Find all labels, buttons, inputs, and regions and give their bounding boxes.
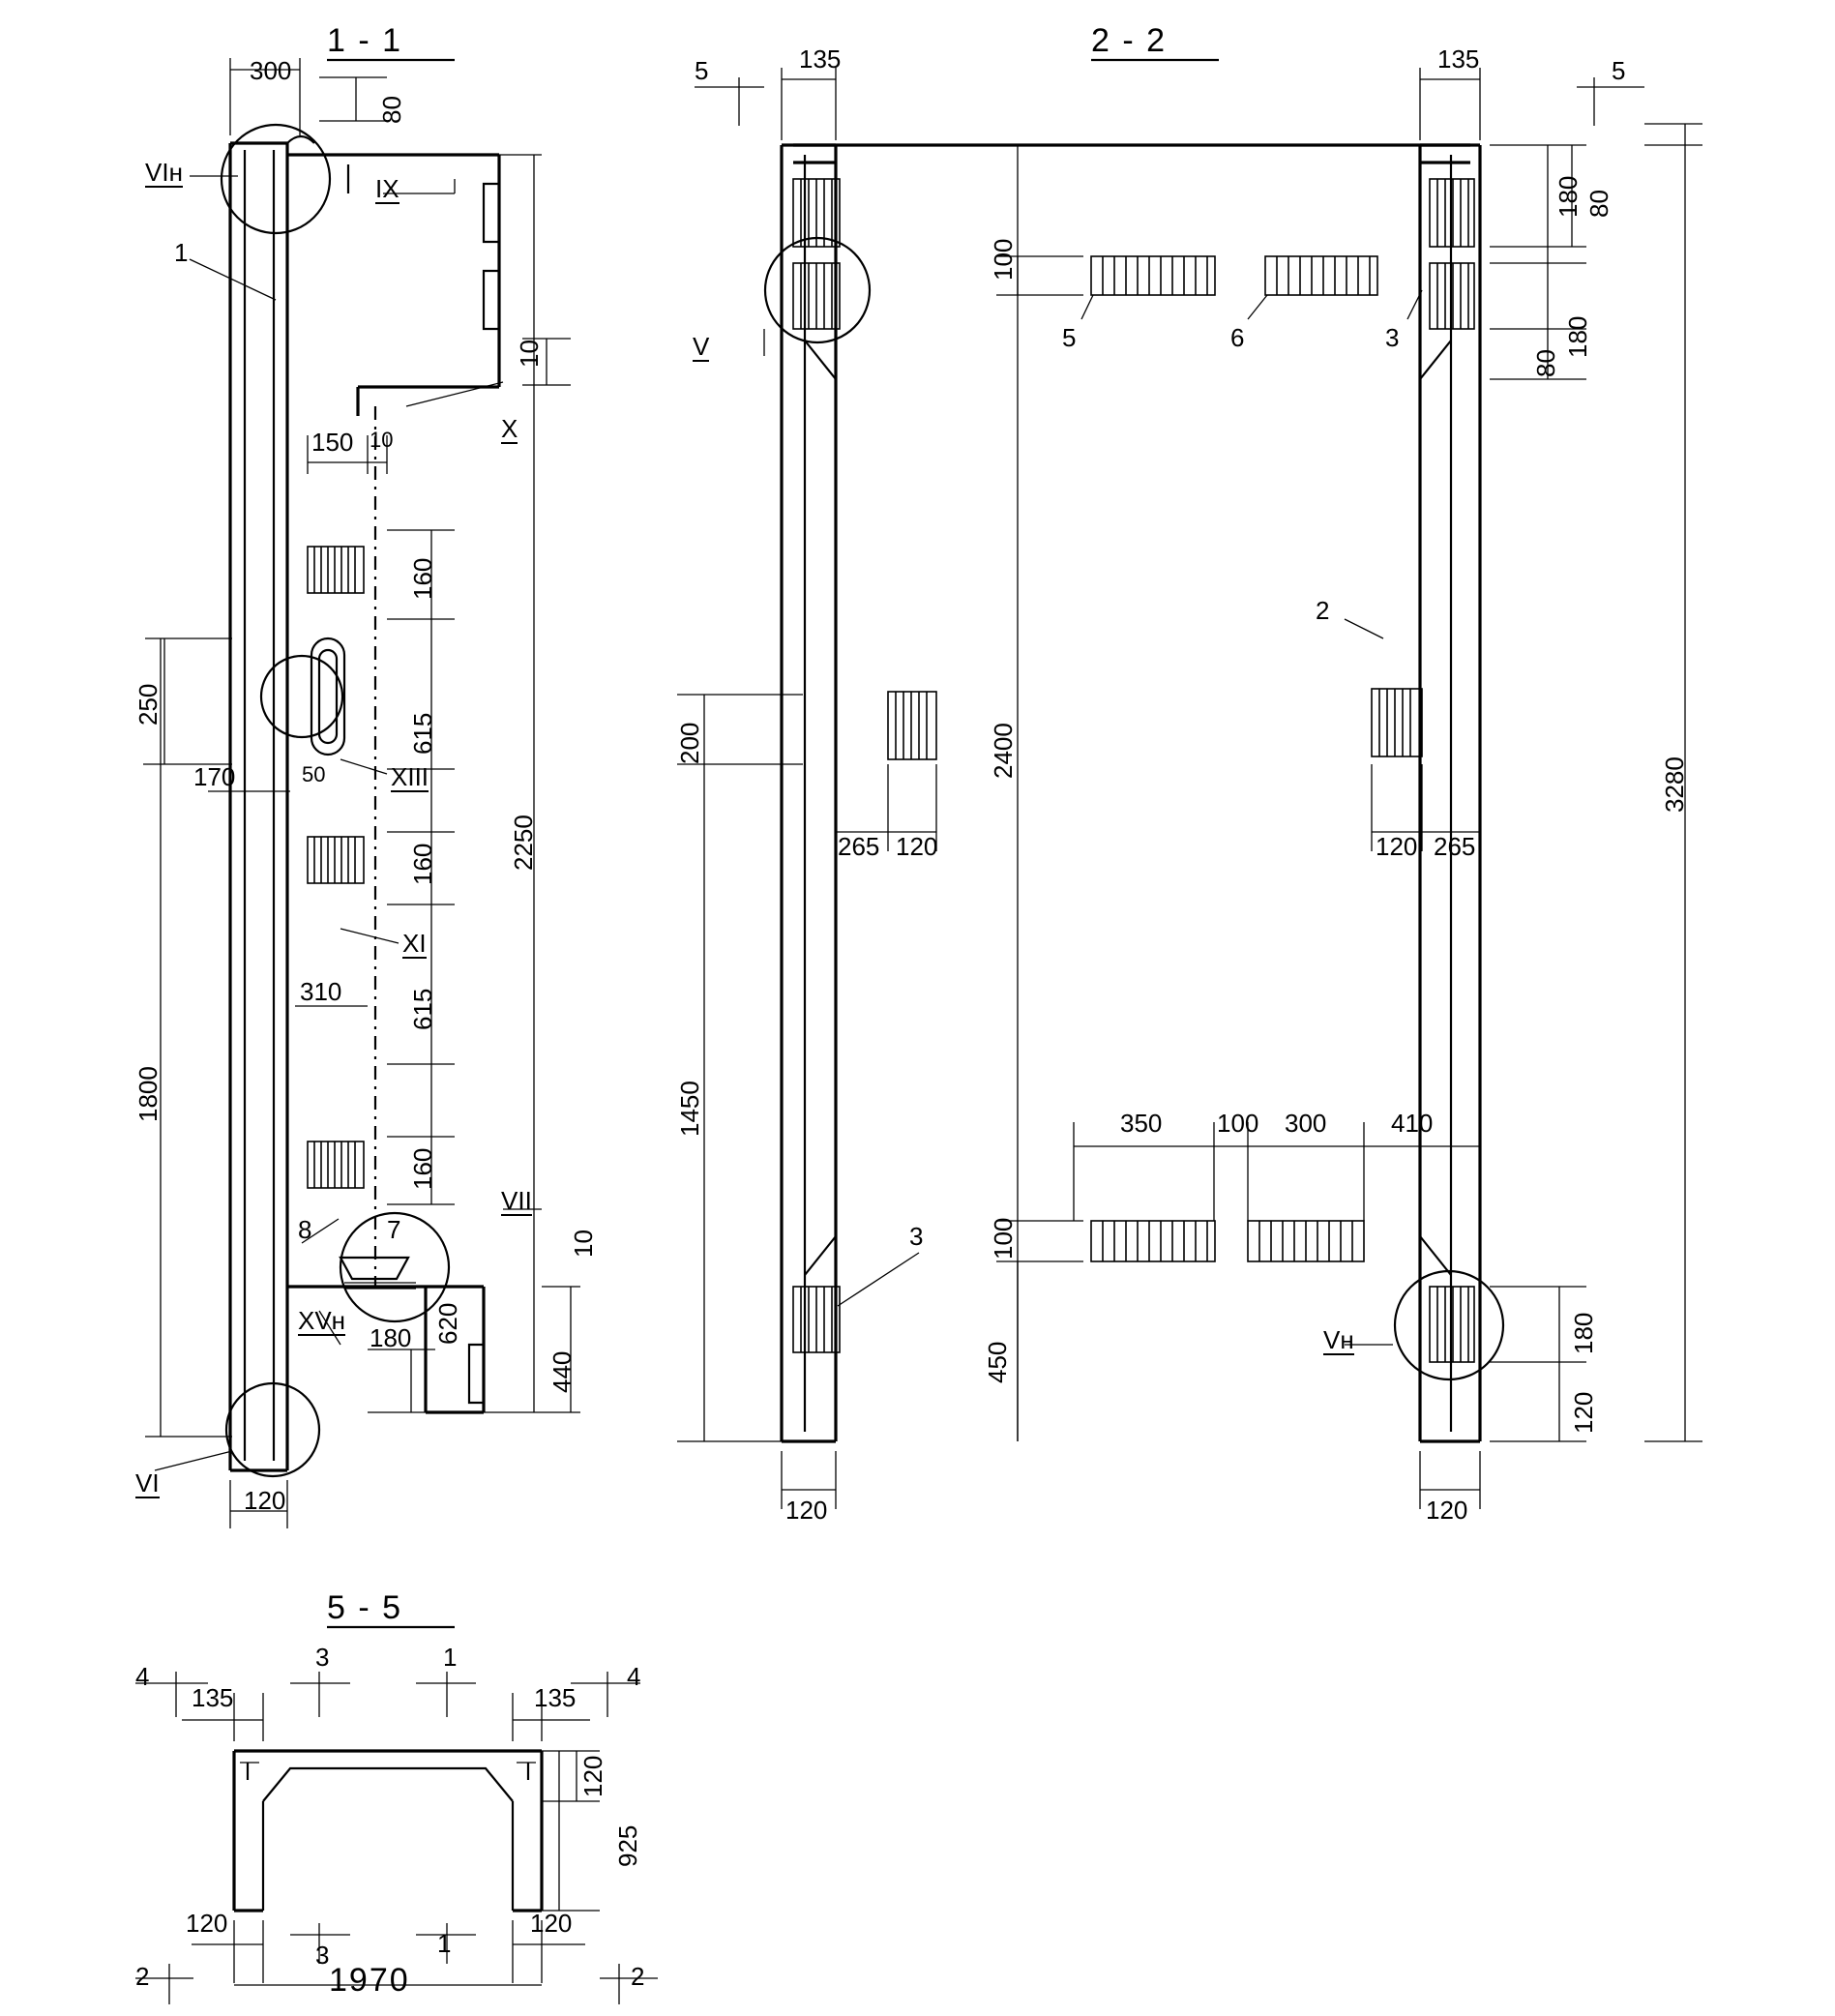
dim-80-tr: 80 — [1584, 190, 1613, 218]
dim-2250: 2250 — [509, 815, 538, 871]
dim-150: 150 — [311, 428, 354, 457]
mark-3-bottom: 3 — [315, 1941, 330, 1970]
dim-265-right: 265 — [1434, 832, 1476, 861]
mark-2-right: 2 — [631, 1962, 645, 1991]
mark-2-left: 2 — [135, 1962, 150, 1991]
callout-vi-n: VIн — [145, 158, 183, 187]
callout-1: 1 — [174, 238, 189, 267]
dim-1450: 1450 — [675, 1081, 704, 1137]
mark-1-bottom: 1 — [437, 1929, 452, 1958]
dim-1800: 1800 — [133, 1066, 163, 1122]
section-title-5-5: 5 - 5 — [327, 1589, 403, 1626]
callout-vi: VI — [135, 1468, 160, 1497]
callout-8: 8 — [298, 1215, 312, 1244]
dim-120-5c: 120 — [530, 1909, 573, 1938]
dim-135-5a: 135 — [192, 1683, 234, 1712]
dim-100-top: 100 — [989, 238, 1018, 281]
dim-10b: 10 — [515, 340, 544, 368]
callout-x: X — [501, 414, 518, 443]
dim-120-5a: 120 — [578, 1755, 607, 1797]
dim-615b: 615 — [408, 988, 437, 1030]
dim-80: 80 — [377, 96, 406, 124]
dim-120-left: 120 — [896, 832, 938, 861]
dim-250: 250 — [133, 683, 163, 726]
dim-160c: 160 — [408, 1147, 437, 1190]
callout-2: 2 — [1316, 596, 1330, 625]
dim-120-bottom: 120 — [244, 1486, 286, 1515]
callout-6: 6 — [1230, 323, 1245, 352]
dim-160b: 160 — [408, 843, 437, 885]
mark-4-right: 4 — [627, 1662, 641, 1691]
mark-3-top: 3 — [315, 1643, 330, 1672]
dim-80-tr2: 80 — [1531, 349, 1560, 377]
dim-180-tr: 180 — [1554, 175, 1583, 218]
dim-925: 925 — [613, 1824, 642, 1867]
dim-615a: 615 — [408, 712, 437, 755]
dim-310: 310 — [300, 977, 342, 1006]
section-title-2-2: 2 - 2 — [1091, 22, 1168, 59]
callout-v-n: Vн — [1323, 1325, 1354, 1354]
dim-170: 170 — [193, 762, 236, 791]
callout-ix: IX — [375, 174, 400, 203]
dim-450: 450 — [983, 1341, 1012, 1383]
mark-1-top: 1 — [443, 1643, 458, 1672]
dim-135-5b: 135 — [534, 1683, 577, 1712]
dim-440: 440 — [548, 1350, 577, 1393]
mark-4-left: 4 — [135, 1662, 150, 1691]
mark-5-right: 5 — [1612, 56, 1626, 85]
dim-1970: 1970 — [329, 1962, 410, 1999]
dim-100-bottom: 100 — [989, 1217, 1018, 1260]
dim-300: 300 — [1285, 1109, 1327, 1138]
dim-410: 410 — [1391, 1109, 1434, 1138]
dim-3280: 3280 — [1660, 756, 1689, 813]
dim-120-5b: 120 — [186, 1909, 228, 1938]
callout-5: 5 — [1062, 323, 1077, 352]
callout-xi: XI — [402, 929, 427, 958]
callout-3-bottom: 3 — [909, 1222, 924, 1251]
dim-160a: 160 — [408, 557, 437, 600]
dim-50: 50 — [302, 762, 326, 786]
section-title-1-1: 1 - 1 — [327, 22, 403, 59]
mark-5-left: 5 — [695, 56, 709, 85]
dim-120-bl: 120 — [785, 1496, 828, 1525]
dim-135-right: 135 — [1437, 44, 1480, 74]
callout-xv-n: XVн — [298, 1306, 346, 1335]
dim-300: 300 — [250, 56, 292, 85]
dim-620: 620 — [433, 1302, 462, 1345]
dim-2400: 2400 — [989, 723, 1018, 779]
dim-120-br: 120 — [1426, 1496, 1468, 1525]
callout-xiii: XIII — [391, 762, 429, 791]
dim-265-left: 265 — [838, 832, 880, 861]
dim-200: 200 — [675, 722, 704, 764]
callout-3-top: 3 — [1385, 323, 1400, 352]
dim-120-right: 120 — [1376, 832, 1418, 861]
dim-180: 180 — [370, 1323, 412, 1352]
callout-vii: VII — [501, 1186, 532, 1215]
dim-180-br: 180 — [1569, 1312, 1598, 1354]
dim-10a: 10 — [370, 428, 394, 452]
dim-100-mid: 100 — [1217, 1109, 1259, 1138]
dim-180-tr2: 180 — [1563, 315, 1592, 358]
dim-10c: 10 — [569, 1230, 598, 1258]
dim-350: 350 — [1120, 1109, 1163, 1138]
callout-7: 7 — [387, 1215, 401, 1244]
dim-135-left: 135 — [799, 44, 842, 74]
dim-120-br2: 120 — [1569, 1391, 1598, 1434]
callout-v: V — [693, 332, 710, 361]
